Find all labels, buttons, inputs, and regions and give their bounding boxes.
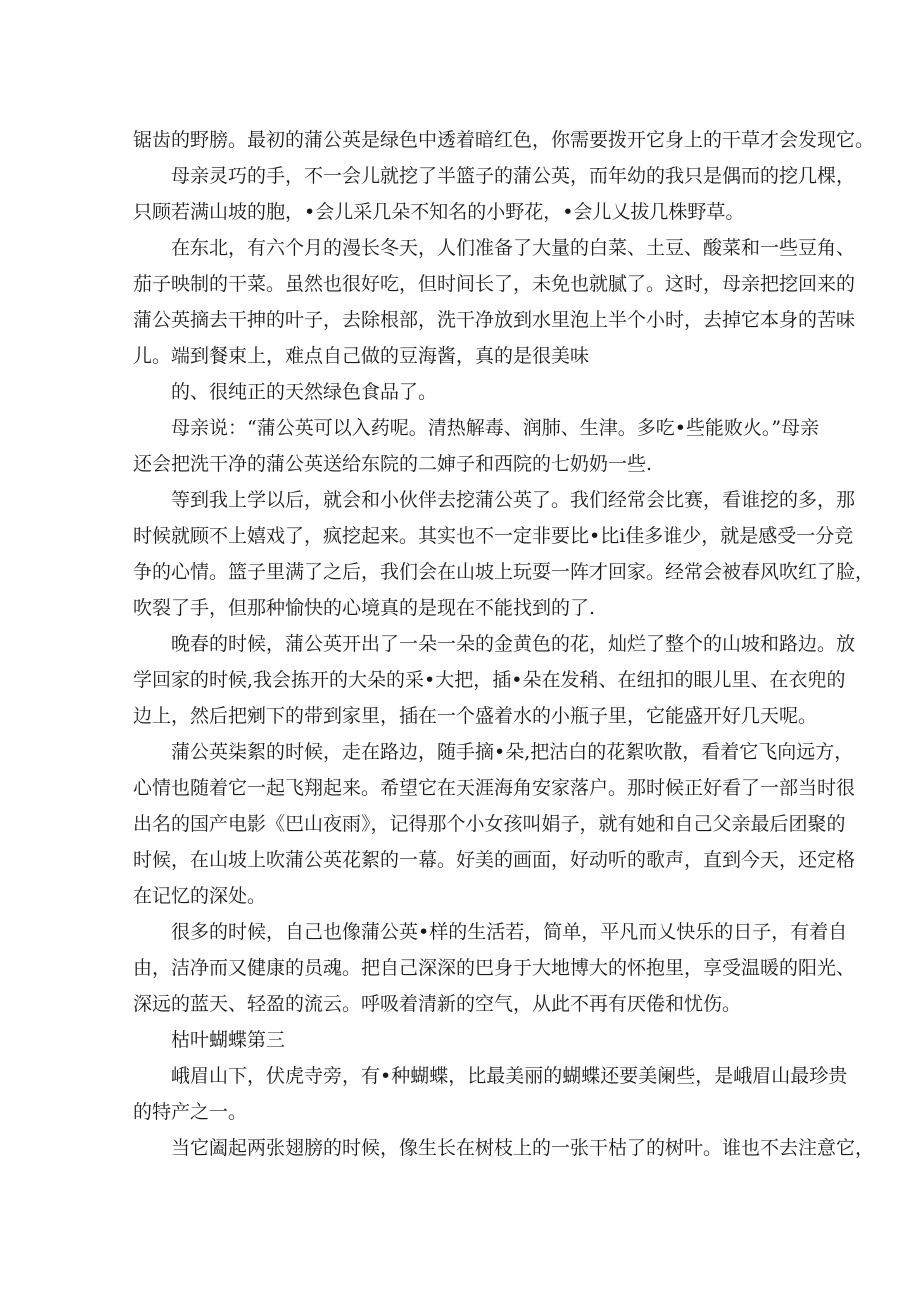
text-line: 母亲说：“蒲公英可以入药呢。清热解毒、润肺、生津。多吃•些能败火。”母亲 <box>171 417 820 439</box>
text-line: 在东北，有六个月的漫长冬天，人们准备了大量的白菜、土豆、酸菜和一些豆角、 <box>171 237 856 259</box>
text-line: 茄子映制的干菜。虽然也很好吃，但时间长了，未免也就腻了。这时，母亲把挖回来的 <box>133 273 856 295</box>
text-line: 当它阖起两张翅膀的时候，像生长在树枝上的一张干枯了的树叶。谁也不去注意它， <box>171 1137 875 1159</box>
text-line: 的、很纯正的天然绿色食品了。 <box>171 381 438 403</box>
text-line: 还会把洗干净的蒲公英送给东院的二婶子和西院的七奶奶一些. <box>133 453 653 475</box>
text-line: 边上，然后把剜下的带到家里，插在一个盛着水的小瓶子里，它能盛开好几天呢。 <box>133 705 818 727</box>
text-line: 吹裂了手，但那种愉快的心境真的是现在不能找到的了. <box>133 597 596 619</box>
text-line: 出名的国产电影《巴山夜雨》，记得那个小女孩叫娟子，就有她和自己父亲最后团聚的 <box>133 813 846 835</box>
text-line: 儿。端到餐束上，难点自己做的豆海酱，真的是很美味 <box>133 345 590 367</box>
text-line: 母亲灵巧的手，不一会儿就挖了半篮子的蒲公英，而年幼的我只是偶而的挖几棵， <box>171 165 856 187</box>
text-line: 深远的蓝天、轻盈的流云。呼吸着清新的空气，从此不再有厌倦和忧伤。 <box>133 993 742 1015</box>
document-body <box>133 122 875 1166</box>
text-line: 锯齿的野膀。最初的蒲公英是绿色中透着暗红色，你需要拨开它身上的干草才会发现它。 <box>133 129 875 151</box>
text-line: 时候就顾不上嬉戏了，疯挖起来。其实也不一定非要比•比i佳多谁少，就是感受一分竞 <box>133 525 854 547</box>
text-line: 峨眉山下，伏虎寺旁，有•种蝴蝶，比最美丽的蝴蝶还要美阑些，是峨眉山最珍贵 <box>171 1065 848 1087</box>
text-line: 在记忆的深处。 <box>133 885 267 907</box>
text-line: 的特产之一。 <box>133 1101 248 1123</box>
text-line: 蒲公英柒絮的时候，走在路边，随手摘•朵,把沽白的花絮吹散，看着它飞向远方， <box>171 741 854 763</box>
text-line: 学回家的时候,我会拣开的大朵的采•大把，插•朵在发稍、在纽扣的眼儿里、在衣兜的 <box>133 669 846 691</box>
text-line: 晚春的时候，蒲公英开出了一朵一朵的金黄色的花，灿烂了整个的山坡和路边。放 <box>171 633 856 655</box>
text-line: 只顾若满山坡的胞，•会儿采几朵不知名的小野花，•会儿乂拔几株野草。 <box>133 201 745 223</box>
text-line: 等到我上学以后，就会和小伙伴去挖蒲公英了。我们经常会比赛，看谁挖的多，那 <box>171 489 856 511</box>
text-line: 蒲公英摘去干抻的叶子，去除根部，洗干净放到水里泡上半个小时，去掉它本身的苦味 <box>133 309 856 331</box>
text-line: 时候，在山坡上吹蒲公英花絮的一幕。好美的画面，好动听的歌声，直到今天，还定格 <box>133 849 856 871</box>
text-line: 争的心情。篮子里满了之后，我们会在山坡上玩耍一阵才回家。经常会被春风吹红了脸， <box>133 561 875 583</box>
text-line: 很多的时候，自己也像蒲公英•样的生活若，简单，平凡而乂快乐的日子，有着自 <box>171 921 848 943</box>
text-line: 心情也随着它一起飞翔起来。希望它在天涯海角安家落户。那时候正好看了一部当时很 <box>133 777 856 799</box>
text-line: 由，洁净而又健康的员魂。把自己深深的巴身于大地博大的怀抱里，享受温暖的阳光、 <box>133 957 856 979</box>
text-line: 枯叶蝴蝶第三 <box>171 1029 286 1051</box>
